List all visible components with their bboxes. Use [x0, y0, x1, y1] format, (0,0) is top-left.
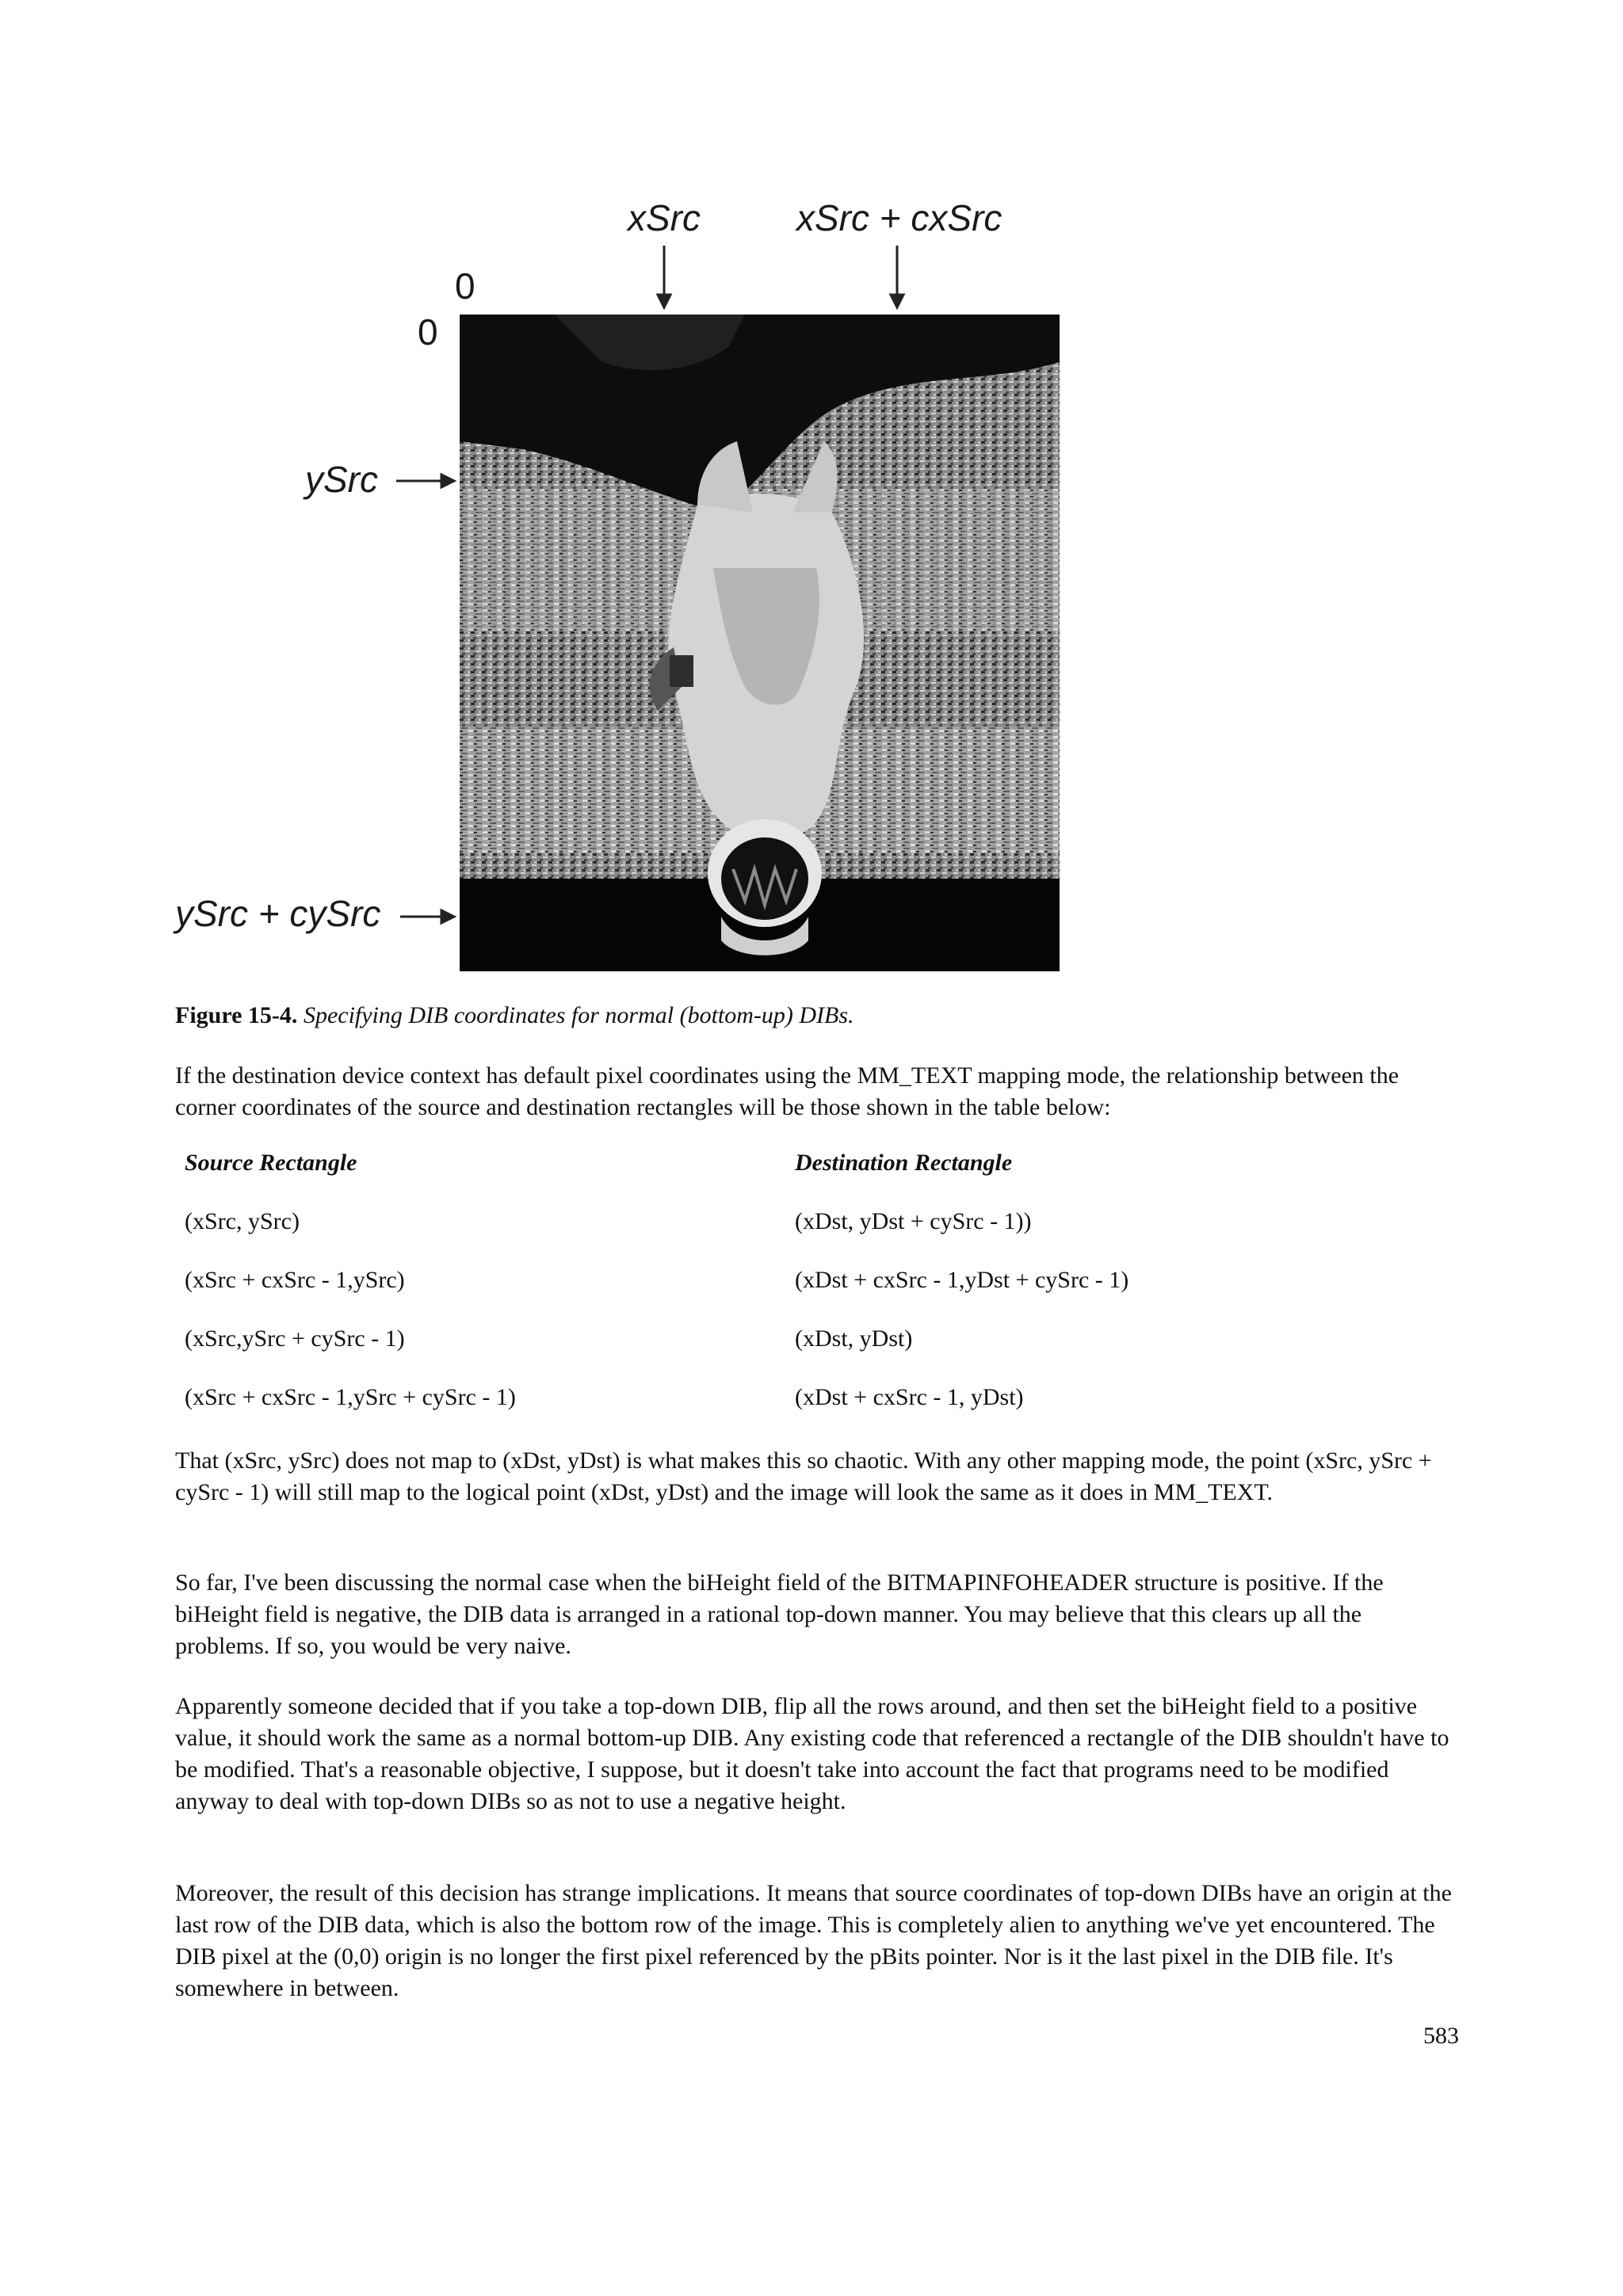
- arrowhead-ysrc-plus: [441, 910, 454, 923]
- figure-caption: [175, 1000, 1459, 1032]
- destination-cell: (xDst, yDst + cySrc - 1)): [795, 1208, 1032, 1234]
- arrowhead-xsrc-plus: [891, 295, 903, 307]
- page-number: 583: [1423, 2023, 1459, 2049]
- label-ysrc: ySrc: [305, 459, 378, 500]
- table-row: [185, 1323, 1453, 1382]
- header-destination-rectangle: Destination Rectangle: [795, 1150, 1013, 1176]
- photo-graphic: [460, 315, 1060, 971]
- destination-cell: (xDst + cxSrc - 1,yDst + cySrc - 1): [795, 1267, 1129, 1293]
- table-row: [185, 1206, 1453, 1264]
- paragraph-2: That (xSrc, ySrc) does not map to (xDst, yDst) is what makes this so chaotic. With any other mapping mode, the point (xSrc, ySrc + cySrc - 1) will still map to the logical point (xDst, yDst) and the image will look the same as it does in MM_TEXT.: [175, 1447, 1432, 1505]
- label-xsrc-plus-cxsrc: xSrc + cxSrc: [796, 197, 1002, 238]
- paragraph-1: If the destination device context has default pixel coordinates using the MM_TEXT mapping mode, the relationship between the corner coordinates of the source and destination rectangles will be those shown in the table below:: [175, 1062, 1400, 1120]
- destination-cell: (xDst, yDst): [795, 1325, 913, 1352]
- label-ysrc-plus-cysrc: ySrc + cySrc: [175, 893, 381, 934]
- arrowhead-xsrc: [658, 295, 670, 307]
- label-xsrc: xSrc: [628, 197, 701, 238]
- label-zero-y: 0: [418, 311, 438, 353]
- source-cell: (xSrc + cxSrc - 1,ySrc + cySrc - 1): [185, 1384, 516, 1410]
- table-header-row: [185, 1147, 1453, 1206]
- caption-text: Specifying DIB coordinates for normal (bottom-up) DIBs.: [303, 1002, 854, 1028]
- destination-cell: (xDst + cxSrc - 1, yDst): [795, 1384, 1024, 1410]
- source-cell: (xSrc,ySrc + cySrc - 1): [185, 1325, 405, 1352]
- source-cell: (xSrc, ySrc): [185, 1208, 300, 1234]
- paragraph-4: Apparently someone decided that if you take a top-down DIB, flip all the rows around, and then set the biHeight field to a positive value, it should work the same as a normal bottom-up DIB. Any existing code that referenced a rectangle of the DIB shouldn't have to be modified. That's a reasonable objective, I suppose, but it doesn't take into account the fact that programs need to be modified anyway to deal with top-down DIBs so as not to use a negative height.: [175, 1693, 1449, 1814]
- coordinate-table: [185, 1147, 1453, 1440]
- header-source-rectangle: Source Rectangle: [185, 1150, 357, 1176]
- dib-photo-upside-down: [460, 315, 1060, 971]
- paragraph-3: So far, I've been discussing the normal case when the biHeight field of the BITMAPINFOHEADER structure is positive. If the biHeight field is negative, the DIB data is arranged in a rational top-down manner. You may believe that this clears up all the problems. If so, you would be very naive.: [175, 1569, 1384, 1659]
- source-cell: (xSrc + cxSrc - 1,ySrc): [185, 1267, 405, 1293]
- caption-number: Figure 15-4.: [175, 1002, 298, 1028]
- table-row: [185, 1264, 1453, 1323]
- table-row: [185, 1382, 1453, 1440]
- arrowhead-ysrc: [441, 475, 454, 487]
- paragraph-5: Moreover, the result of this decision has strange implications. It means that source coordinates of top-down DIBs have an origin at the last row of the DIB data, which is also the bottom row of the image. This is completely alien to anything we've yet encountered. The DIB pixel at the (0,0) origin is no longer the first pixel referenced by the pBits pointer. Nor is it the last pixel in the DIB file. It's somewhere in between.: [175, 1880, 1452, 2001]
- figure-15-4: [0, 0, 1623, 982]
- label-zero-x: 0: [455, 265, 475, 307]
